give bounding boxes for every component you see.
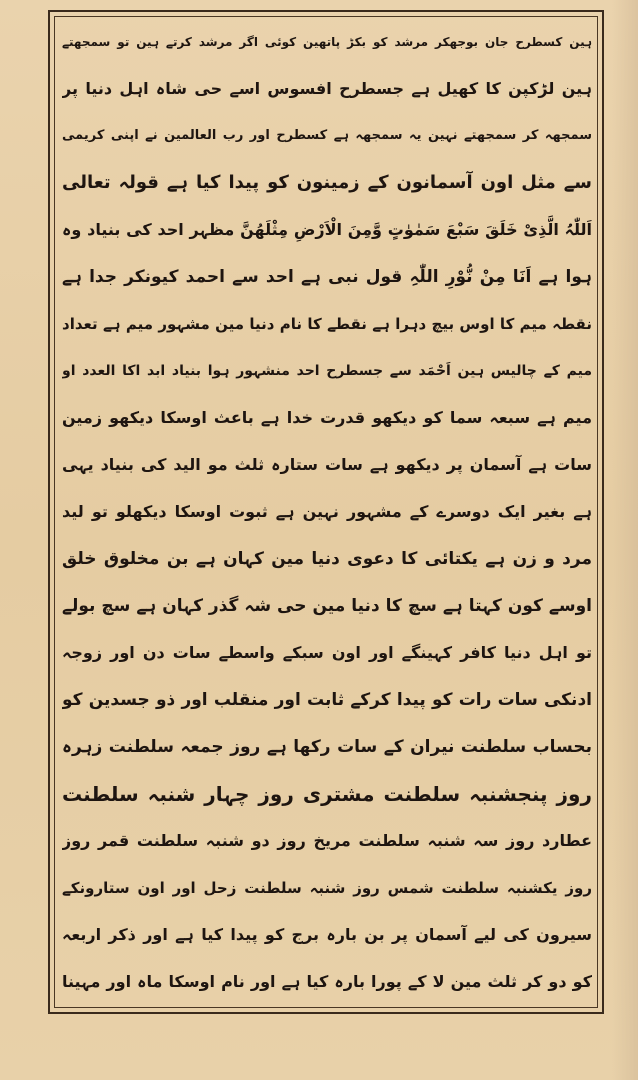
text-line-16: بحساب سلطنت نیران کے سات رکھا ہے روز جمعہ سلطنت زہرہ [62,737,592,757]
text-line-15: ادنکی سات رات کو پیدا کرکے ثابت اور منقلب اور ذو جسدین کو [62,690,592,710]
text-line-17: روز پنجشنبہ سلطنت مشتری روز چہار شنبہ سلطنت [62,782,592,806]
text-line-20: سیرون کی لیے آسمان پر بن بارہ برج کو پیدا کیا ہے اور ذکر اربعہ [62,925,592,944]
text-line-7: نقطہ میم کا اوس بیچ دہرا ہے نقطے کا نام دنیا مین مشہور میم ہے تعداد [62,315,592,333]
text-line-12: مرد و زن ہے یکتائی کا دعوی دنیا مین کہان ہے بن مخلوق خلق [62,549,592,569]
text-line-11: ہے بغیر ایک دوسرے کے مشہور نہین ہے ثبوت اوسکا دیکھلو تو لید [62,502,592,521]
text-line-14: تو اہل دنیا کافر کہینگے اور اون سبکے واسطے سات دن اور زوجہ [62,643,592,662]
text-line-5: اَللّٰہُ الَّذِیْ خَلَقَ سَبْعَ سَمٰوٰتٍ وَّمِنَ الْاَرْضِ مِثْلَهُنَّ مظہر احد کی بنیاد وہ [62,220,592,239]
page-edge-shadow [612,0,638,1080]
text-line-18: عطارد روز سہ شنبہ سلطنت مریخ روز دو شنبہ سلطنت قمر روز [62,831,592,850]
text-line-8: میم کے چالیس ہین اَحْمَد سے جسطرح احد منشہور ہوا بنیاد ابد اکا العدد او [62,363,592,379]
text-line-3: سمجھہ کر سمجھتے نہین یہ سمجھہ ہے کسطرح اور رب العالمین نے اپنی کریمی [62,128,592,143]
text-line-1: ہین کسطرح جان بوجھکر مرشد کو بکڑ پاتھین کوئی اگر مرشد کرتے ہین تو سمجھتے [62,35,592,49]
text-line-21: کو دو کر ثلث مین لا کے پورا بارہ کیا ہے اور نام اوسکا ماہ اور مہینا [62,972,592,991]
text-line-10: سات ہے آسمان پر دیکھو ہے سات ستارہ ثلث مو الید کی بنیاد یہی [62,455,592,474]
text-line-13: اوسے کون کہتا ہے سچ کا دنیا مین حی شہ گذر کہان ہے سچ بولے [62,596,592,616]
text-line-9: میم ہے سبعہ سما کو دیکھو قدرت خدا ہے باعث اوسکا دیکھو زمین [62,408,592,427]
urdu-text-block [62,20,592,1004]
text-line-6: ہوا ہے اَنَا مِنْ نُّوْرِ اللّٰہِ قول نبی ہے احد سے احمد کیونکر جدا ہے [62,267,592,287]
text-line-4: سے مثل اون آسمانون کے زمینون کو پیدا کیا ہے قولہ تعالی [62,172,592,193]
text-line-19: روز یکشنبہ سلطنت شمس روز شنبہ سلطنت زحل اور اون ستارونکے [62,879,592,897]
text-line-2: ہین لڑکپن کا کھیل ہے جسطرح افسوس اسے حی شاہ اہل دنیا پر [62,79,592,98]
